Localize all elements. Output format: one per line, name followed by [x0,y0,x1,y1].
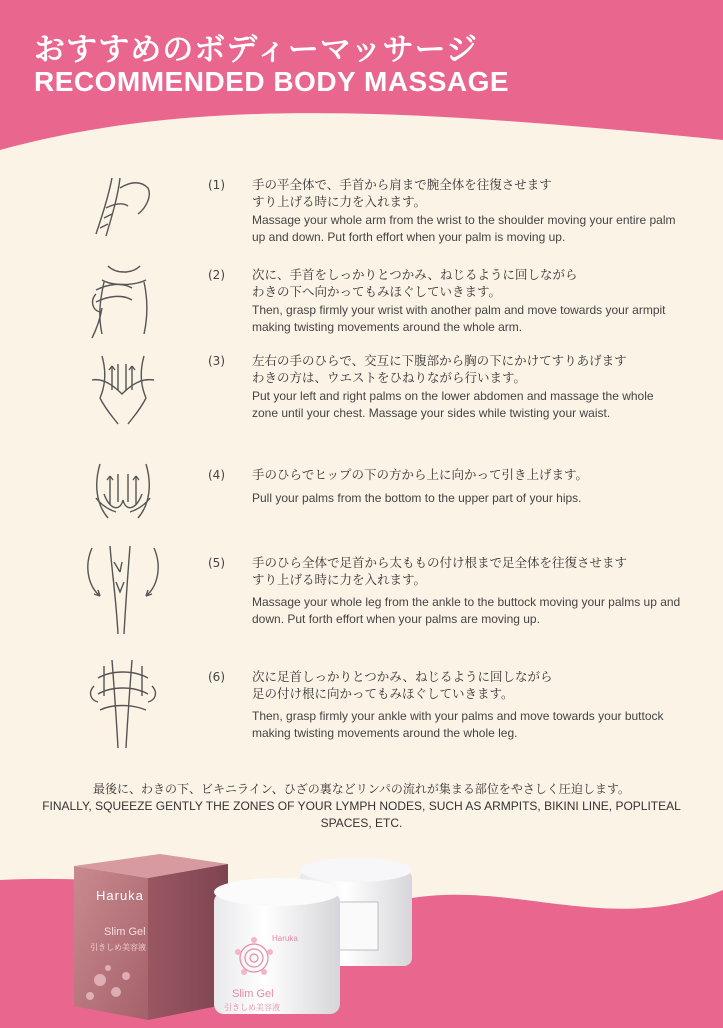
jar-brand: Haruka [272,934,298,943]
footer-en-text: FINALLY, SQUEEZE GENTLY THE ZONES OF YOUR LYMPH NODES, SUCH AS ARMPITS, BIKINI LINE, POPLITEAL SPACES, ETC. [42,799,681,830]
box-product-name: Slim Gel [104,926,146,938]
step-jp-text: 次に足首しっかりとつかみ、ねじるように回しながら 足の付け根に向かってもみほぐしていきます。 [252,669,553,701]
step-number: (3) [208,354,225,368]
step-en-text: Put your left and right palms on the lower abdomen and massage the whole zone until your chest. Massage your sides while twisting your waist. [252,389,654,420]
step-en-text: Massage your whole leg from the ankle to the buttock moving your palms up and down. Put forth effort when your palms are moving up. [252,595,681,626]
step-jp-text: 手のひらでヒップの下の方から上に向かって引き上げます。 [252,467,589,482]
box-jp-name: 引きしめ美容液 [90,943,146,952]
footer-jp-text: 最後に、わきの下、ビキニライン、ひざの裏などリンパの流れが集まる部位をやさしく圧迫します。 [93,782,630,796]
step-number: (2) [208,268,225,282]
step-en-text: Then, grasp firmly your ankle with your palms and move towards your buttock making twisting movements around the whole leg. [252,709,664,740]
jar-product-name: Slim Gel [232,988,274,1000]
page-title-jp: おすすめのボディーマッサージ [34,32,478,68]
step-number: (4) [208,468,225,482]
abdomen-massage-icon [82,350,164,432]
footer-note [30,780,693,832]
step-number: (1) [208,178,225,192]
step-number: (6) [208,670,225,684]
box-brand: Haruka [96,888,144,903]
step-jp-text: 左右の手のひらで、交互に下腹部から胸の下にかけてすりあげます わきの方は、ウエストをひねりながら行います。 [252,353,627,385]
arm-massage-icon [82,168,164,250]
step-number: (5) [208,556,225,570]
step-en-text: Pull your palms from the bottom to the upper part of your hips. [252,491,582,505]
step-jp-text: 手のひら全体で足首から太ももの付け根まで足全体を往復させます すり上げる時に力を入れます。 [252,555,628,587]
jar-jp-name: 引きしめ美容液 [224,1003,280,1012]
arm-twist-icon [82,260,164,342]
step-jp-text: 次に、手首をしっかりとつかみ、ねじるように回しながら わきの下へ向かってもみほぐしていきます。 [252,267,578,299]
hip-lift-icon [82,454,164,536]
leg-twist-icon [78,656,168,752]
leg-massage-icon [78,542,168,638]
step-en-text: Massage your whole arm from the wrist to the shoulder moving your entire palm up and down. Put forth effort when your palm is moving up. [252,213,676,244]
product-image [60,830,440,1024]
step-jp-text: 手の平全体で、手首から肩まで腕全体を往復させます すり上げる時に力を入れます。 [252,177,552,209]
page-title-en: RECOMMENDED BODY MASSAGE [34,66,510,97]
step-en-text: Then, grasp firmly your wrist with another palm and move towards your armpit making twisting movements around the whole arm. [252,303,666,334]
